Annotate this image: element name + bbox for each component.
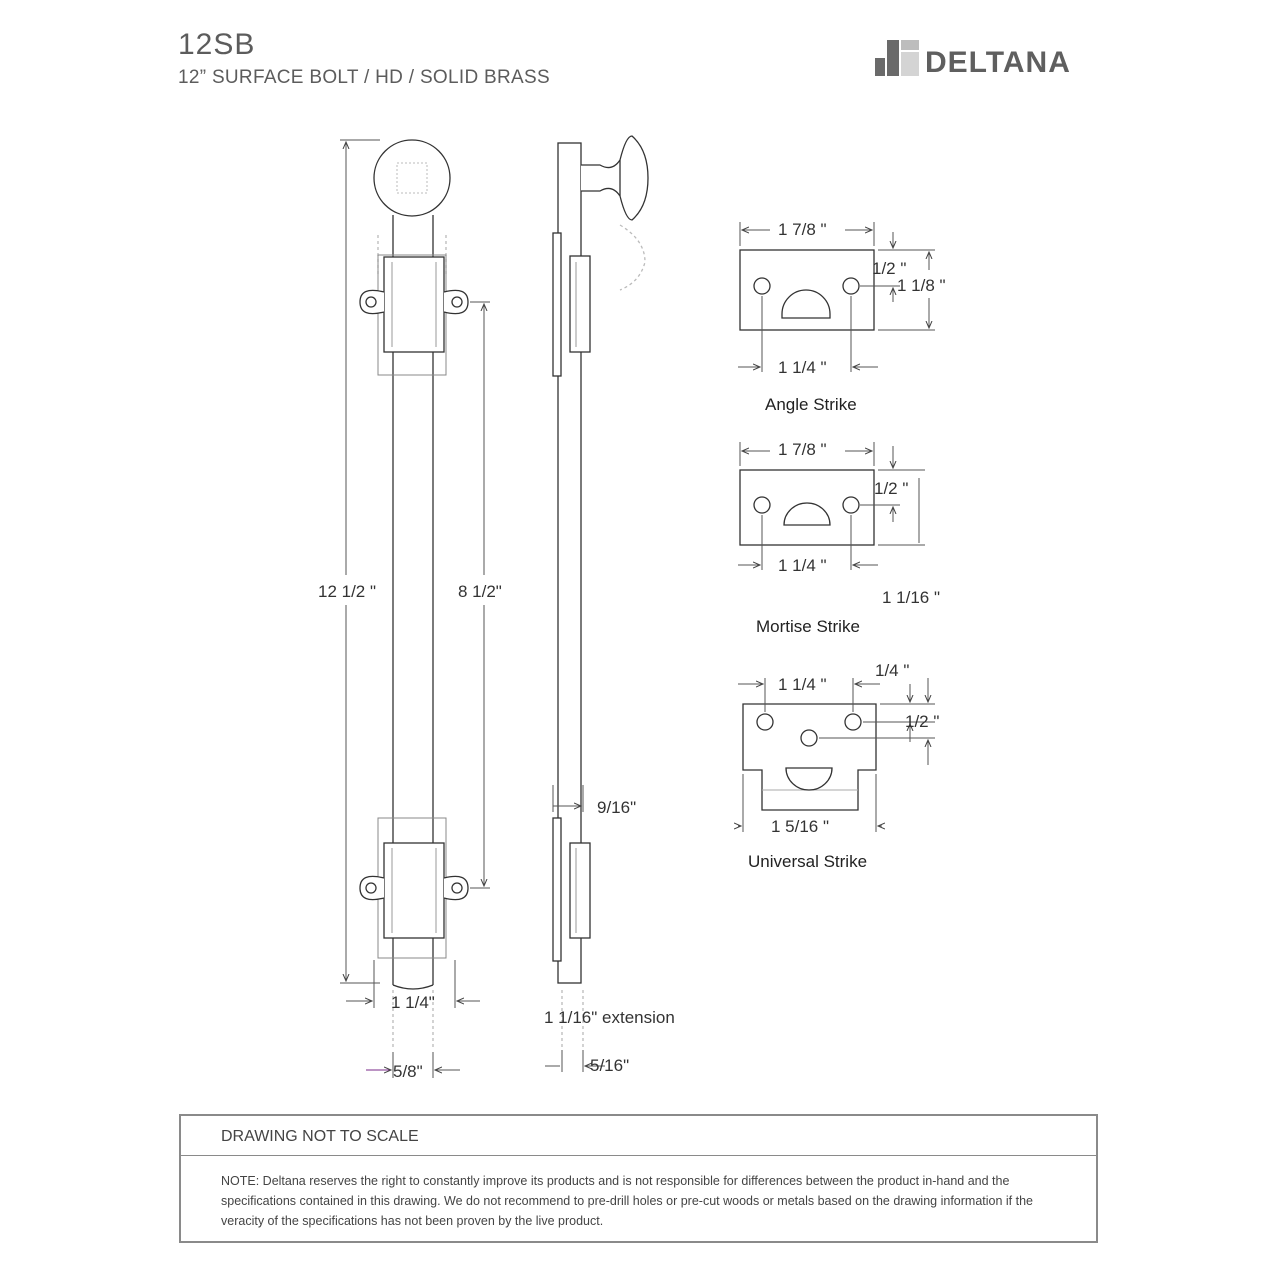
universal-strike-holes-label: 1 1/4 " — [778, 675, 827, 694]
universal-strike-caption: Universal Strike — [748, 852, 868, 871]
mortise-strike-holes-label: 1 1/4 " — [778, 556, 827, 575]
base-width-label: 1 1/4" — [391, 993, 435, 1012]
angle-strike-caption: Angle Strike — [765, 395, 857, 414]
angle-strike-height-label: 1 1/8 " — [897, 276, 946, 295]
overall-length-label: 12 1/2 " — [318, 582, 377, 601]
side-view — [553, 136, 648, 1048]
hole-spacing-label: 8 1/2" — [458, 582, 502, 601]
disclaimer-box — [179, 1114, 1098, 1243]
universal-strike-top-offset-label: 1/4 " — [875, 661, 910, 680]
plate-thickness-label: 5/16" — [590, 1056, 630, 1075]
disclaimer-text: NOTE: Deltana reserves the right to constantly improve its products and is not responsible for differences between the product in-hand and the specifications contained in this drawing. We do not recommend to pre-drill holes or pre-cut woods or metals based on the drawing information if the veracity of the specifications has not been proven by the live product. — [221, 1174, 1033, 1228]
extension-label: 1 1/16" extension — [544, 1008, 675, 1027]
front-view — [360, 140, 468, 1050]
disclaimer-header — [181, 1116, 1096, 1156]
universal-strike-offset-label: 1/2 " — [905, 712, 940, 731]
mortise-strike-caption: Mortise Strike — [756, 617, 860, 636]
angle-strike-width-label: 1 7/8 " — [778, 220, 827, 239]
angle-strike — [740, 250, 874, 330]
bolt-diameter-label: 5/8" — [393, 1062, 423, 1081]
brand-name: DELTANA — [925, 46, 1071, 79]
angle-strike-offset-label: 1/2 " — [872, 259, 907, 278]
plate-offset-label: 9/16" — [597, 798, 637, 817]
product-subtitle: 12” SURFACE BOLT / HD / SOLID BRASS — [178, 67, 550, 88]
angle-strike-holes-label: 1 1/4 " — [778, 358, 827, 377]
mortise-strike-width-label: 1 7/8 " — [778, 440, 827, 459]
mortise-strike — [740, 470, 874, 545]
universal-strike-width-label: 1 5/16 " — [771, 817, 830, 836]
model-number: 12SB — [178, 28, 256, 61]
disclaimer-title: DRAWING NOT TO SCALE — [221, 1128, 419, 1145]
universal-strike — [743, 704, 876, 810]
mortise-strike-offset-label: 1/2 " — [874, 479, 909, 498]
mortise-strike-height-label: 1 1/16 " — [882, 588, 941, 607]
